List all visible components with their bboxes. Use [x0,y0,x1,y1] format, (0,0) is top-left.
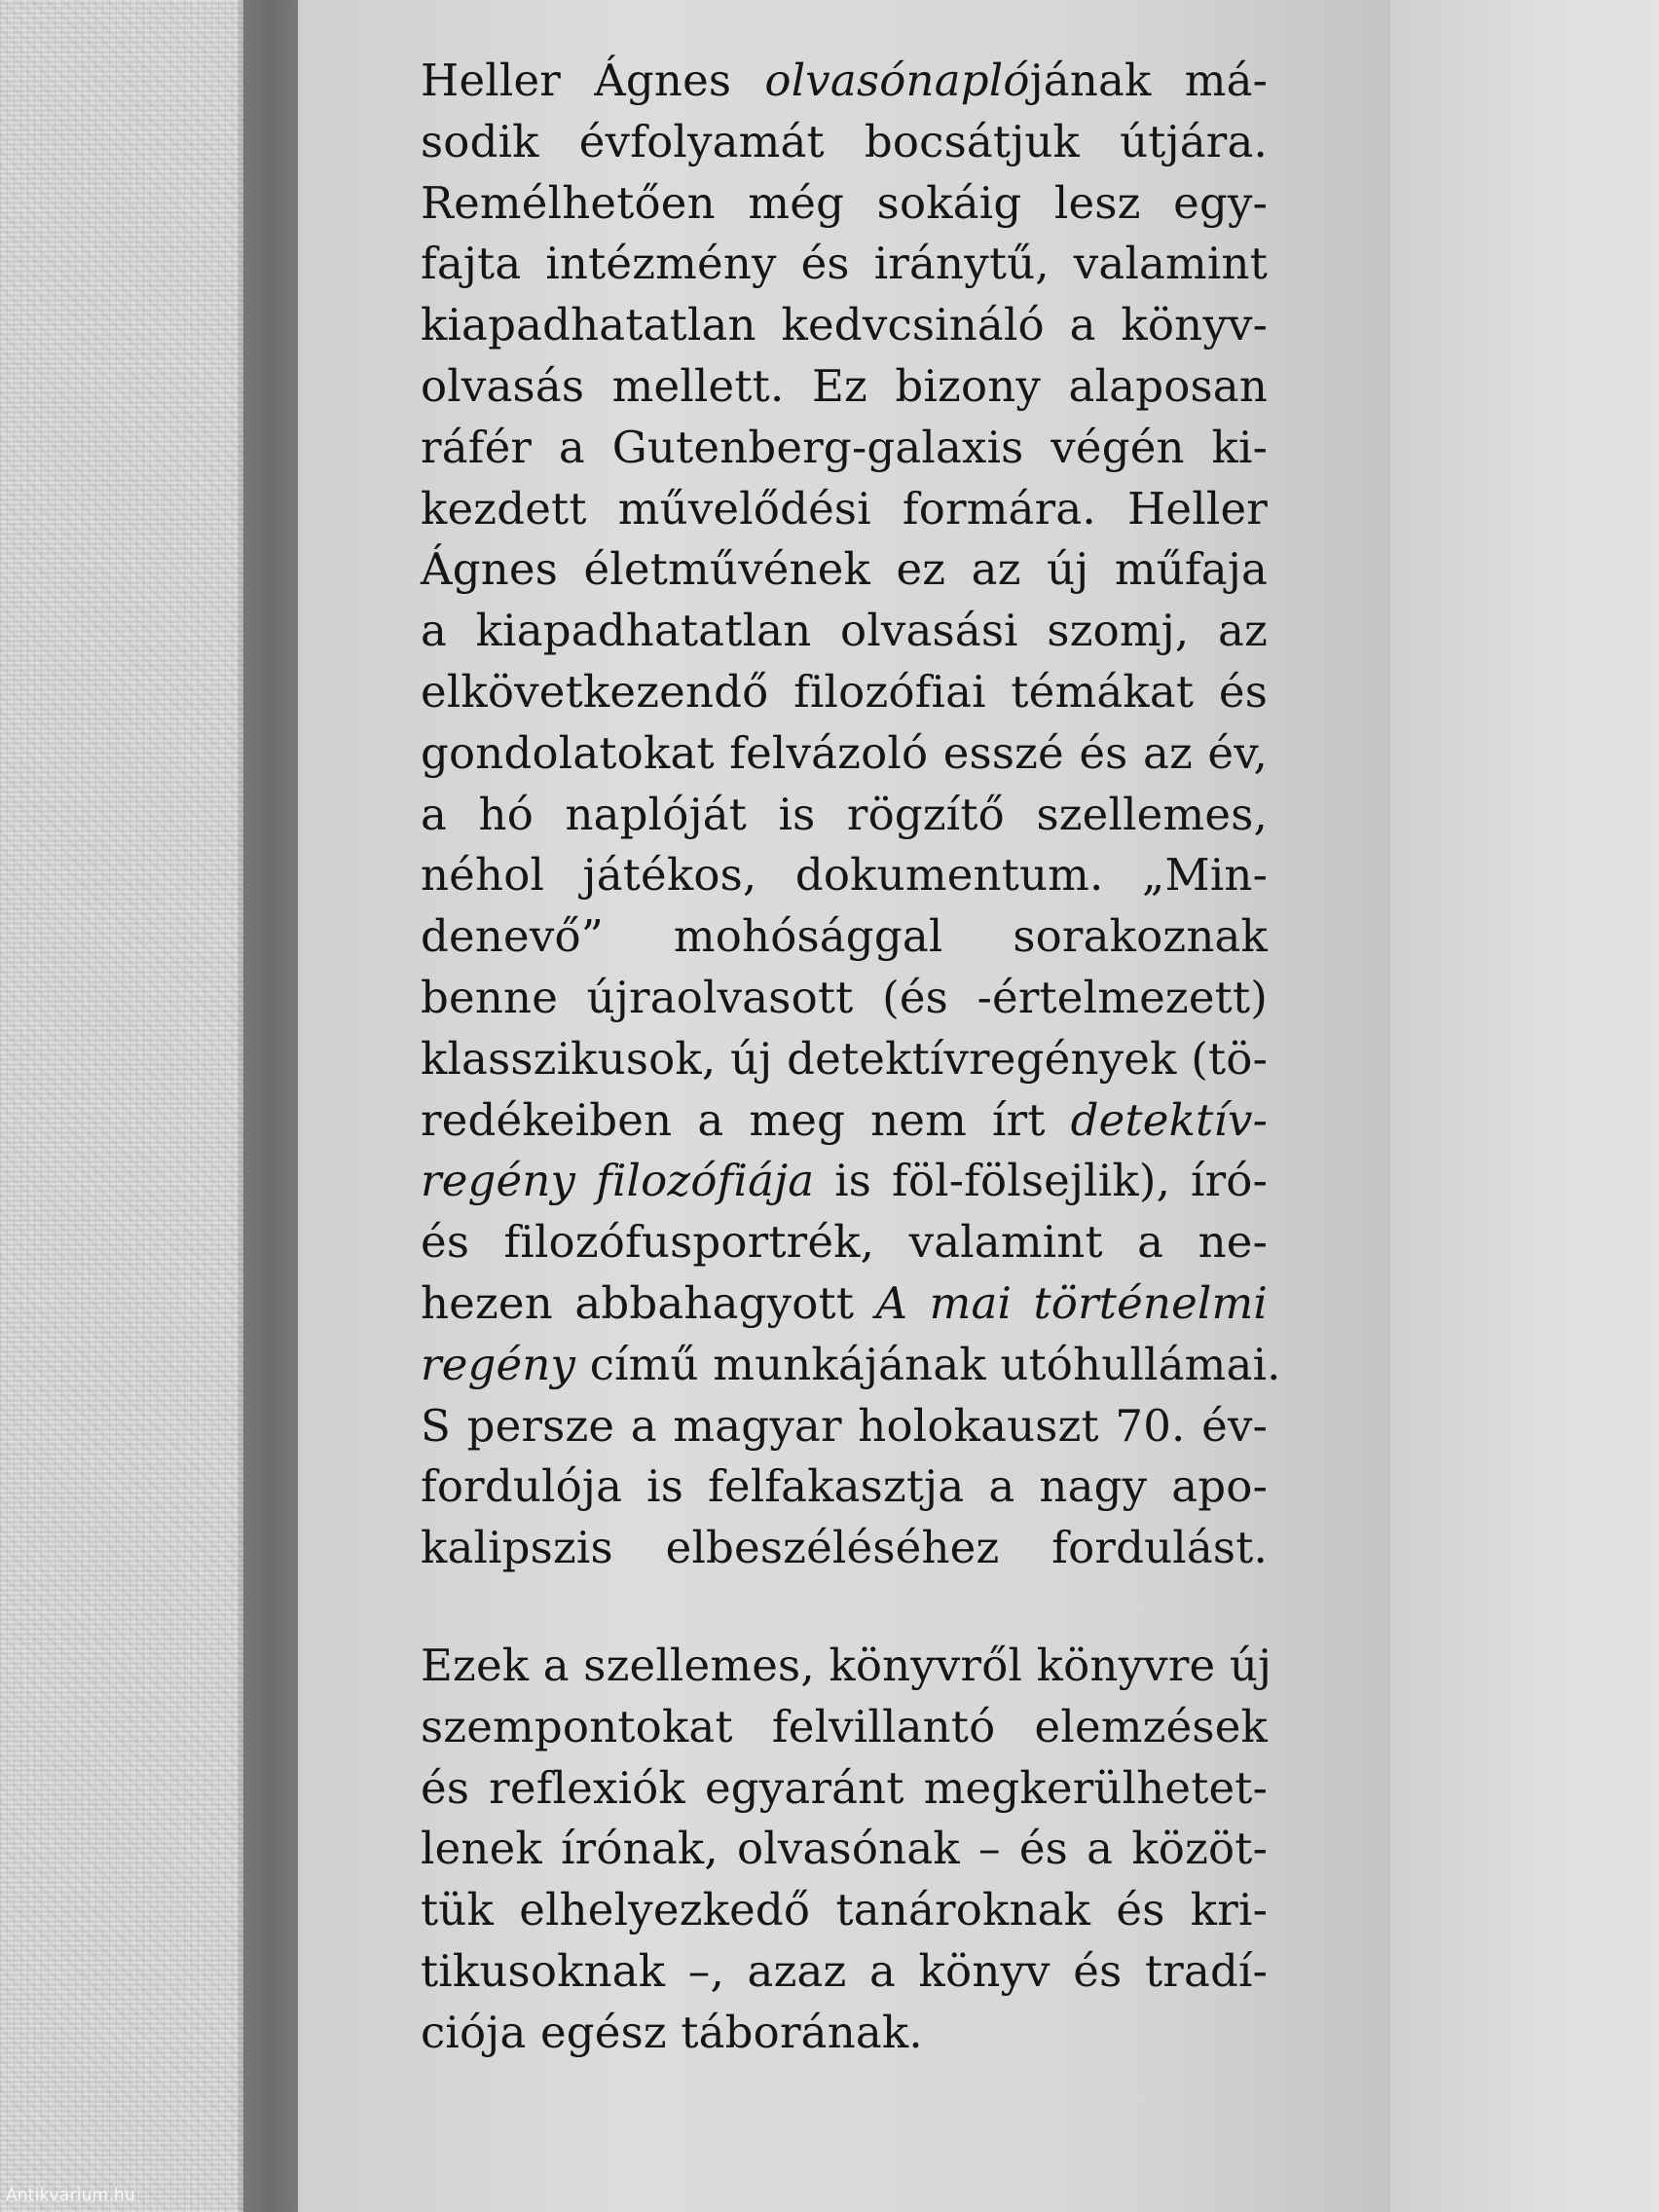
back-cover-text [421,51,1281,2064]
text-line: Ezek a szellemes, könyvről könyvre új [421,1639,1272,1691]
text-line: tük elhelyezkedő tanároknak és kri- [421,1884,1268,1936]
page-edge-background [1390,0,1659,2212]
book-spine-strip [243,0,298,2212]
textured-background [0,0,243,2212]
text-line: tikusoknak –, azaz a könyv és tradí- [421,1944,1268,1997]
text-line: Remélhetően még sokáig lesz egy- [421,176,1268,229]
text-line: regény filozófiája is föl-fölsejlik), író- [421,1155,1268,1207]
text-line: regény című munkájának utóhullámai. [421,1338,1281,1390]
text-line: fajta intézmény és iránytű, valamint [421,238,1268,290]
watermark-text: Antikvarium.hu [6,2186,135,2205]
text-line: kalipszis elbeszéléséhez fordulást. [421,1522,1268,1574]
paragraph-2 [421,1636,1272,2064]
text-line: denevő” mohósággal sorakoznak [421,910,1268,963]
text-line: olvasás mellett. Ez bizony alaposan [421,359,1268,412]
text-line: néhol játékos, dokumentum. „Min- [421,849,1268,902]
text-line: klasszikusok, új detektívregények (tö- [421,1032,1268,1085]
text-line: kezdett művelődési formára. Heller [421,482,1268,535]
text-line: S persze a magyar holokauszt 70. év- [421,1399,1268,1452]
text-line: a hó naplóját is rögzítő szellemes, [421,788,1268,840]
text-line: Ágnes életművének ez az új műfaja [421,543,1268,596]
text-line: kiapadhatatlan kedvcsináló a könyv- [421,299,1268,351]
text-line: sodik évfolyamát bocsátjuk útjára. [421,115,1268,167]
text-line: a kiapadhatatlan olvasási szomj, az [421,605,1268,657]
text-line: elkövetkezendő filozófiai témákat és [421,665,1268,718]
paragraph-1 [421,51,1281,1579]
text-line: és filozófusportrék, valamint a ne- [421,1216,1268,1269]
text-line: lenek írónak, olvasónak – és a közöt- [421,1823,1268,1875]
text-line: benne újraolvasott (és -értelmezett) [421,971,1268,1023]
text-line: redékeiben a meg nem írt detektív- [421,1093,1268,1146]
text-line: ráfér a Gutenberg-galaxis végén ki- [421,421,1268,473]
text-line: ciója egész táborának. [421,2006,923,2058]
text-line: szempontokat felvillantó elemzések [421,1700,1268,1752]
text-line: gondolatokat felvázoló esszé és az év, [421,726,1268,779]
text-line: és reflexiók egyaránt megkerülhetet- [421,1761,1268,1814]
text-line: hezen abbahagyott A mai történelmi [421,1276,1268,1329]
text-line: fordulója is felfakasztja a nagy apo- [421,1460,1268,1513]
text-line: Heller Ágnes olvasónaplójának má- [421,55,1268,106]
